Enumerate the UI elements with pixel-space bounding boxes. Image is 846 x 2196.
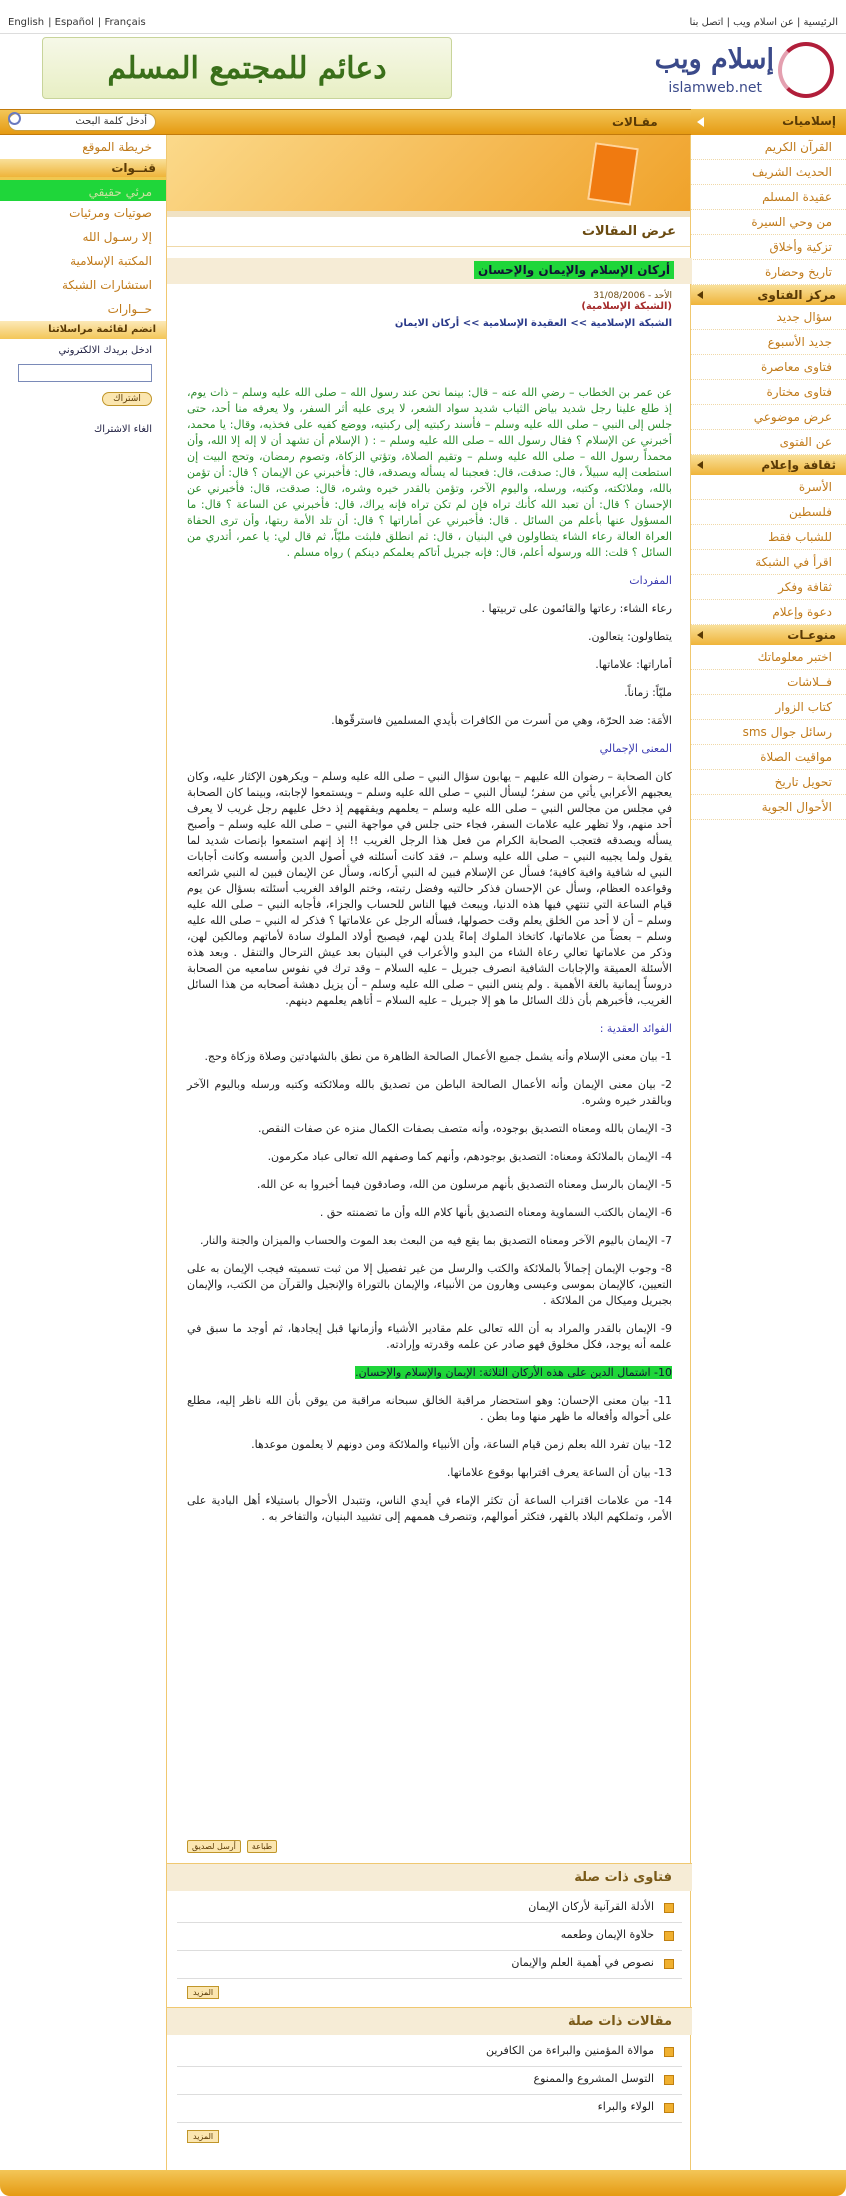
article-title: أركان الإسلام والإيمان والإحسان bbox=[474, 261, 674, 279]
related-link[interactable]: الأدلة القرآنية لأركان الإيمان bbox=[528, 1900, 654, 1913]
sidebar-head-misc[interactable] bbox=[691, 625, 846, 645]
arrow-icon bbox=[697, 631, 703, 639]
related-article-item[interactable] bbox=[177, 2067, 682, 2095]
sidebar-item[interactable]: رسائل جوال sms bbox=[691, 720, 846, 745]
meaning-paragraph: كان الصحابة – رضوان الله عليهم – يهابون سؤال النبي – صلى الله عليه وسلم – ويكرهون الإكثار عليه، وكان يعجبهم الأعرابي يأتي من سفر؛ ليسأل النبي – صلى الله عليه وسلم – ويستمعوا لإجابته، وبينما كان الصحابة في مجلس من مجالس النبي – صلى الله عليه وسلم – يعلمهم ويفقههم إذ دخل عليهم رجل غريب لا يعرف أحد منهم، ولا تظهر عليه علامات السفر، فجاء حتى جلس في مواجهة النبي – صلى الله عليه وسلم – وأصبح يسأله ويصدقه فتعجب الصحابة الكرام من فعل هذا الرجل الغريب !! إذ إنهم استمعوا بإنصات شديد لما يقول ولما يجيبه النبي – صلى الله عليه وسلم –، فقد كانت أسئلته في أصول الدين وأسسه وكانت أجابات النبي له شافية وافية كافية؛ فسأل عن الإسلام فبين له النبي أركانه، وسأل عن الإيمان فبين له النبي شرائعه وقواعده العظام، وسأل عن الإحسان فذكر حالتيه وفضل رتبته، وختم الوافد الغريب أسئلته بسؤال عن يوم قيام الساعة التي تنتهي فيها هذه الدنيا، ويبعث فيها الناس للحساب والجزاء، فأجابه النبي – صلى الله عليه وسلم – أن لا أحد من الخلق يعلم وقت حصولها، فسأله الرجل عن علاماتها ؟ فذكر له النبي – صلى الله عليه وسلم – بعضاً من علاماتها، كاتخاذ الملوك إماءً يلدن لهم، فيصبح أولاد الملوك سادة لأماتهم ومالكين لهن، وذكر من علاماتها تعالي رعاة الشاء من البدو والأعراب في البنيان بعد عيش الترحال والتنقل . وبعد هذه الأسئلة العميقة والإجابات الشافية انصرف جبريل – عليه السلام – وقد ترك في نفوس سامعيه من الصحابة دروساً إيمانية بالغة الأهمية . ولم ينس النبي – صلى الله عليه وسلم – أن يزيل دهشة أصحابه من هذا السائل الغريب، فأخبرهم بأن ذلك السائل ما هو إلا جبريل – عليه السلام – أتاهم يعلمهم دينهم. bbox=[187, 770, 672, 1007]
benefit-item: 12- بيان تفرد الله بعلم زمن قيام الساعة، وأن الأنبياء والملائكة ومن دونهم لا يعلمون موعدها. bbox=[251, 1438, 672, 1451]
benefit-item: 13- بيان أن الساعة يعرف اقترابها بوقوع علاماتها. bbox=[446, 1466, 672, 1479]
unsubscribe-link[interactable]: الغاء الاشتراك bbox=[94, 424, 152, 435]
search-icon[interactable] bbox=[8, 112, 21, 125]
related-article-item[interactable] bbox=[177, 2039, 682, 2067]
lang-french[interactable]: Français bbox=[104, 17, 146, 28]
article-source: (الشبكة الإسلامية) bbox=[581, 301, 672, 312]
sidebar-item[interactable]: فــلاشات bbox=[691, 670, 846, 695]
channel-item[interactable]: حــوارات bbox=[107, 302, 152, 316]
section-vocabulary: المفردات bbox=[629, 574, 672, 587]
benefit-item: 7- الإيمان باليوم الآخر ومعناه التصديق بما يقع فيه من البعث بعد الموت والحساب والميزان والجنة والنار. bbox=[199, 1234, 672, 1247]
channels-head: قنــوات bbox=[0, 159, 166, 177]
sidebar-item[interactable]: فتاوى مختارة bbox=[691, 380, 846, 405]
vocab-item: الأمَة: ضد الحرّة، وهي من أسرت من الكافرات بأيدي المسلمين فاسترقّوها. bbox=[331, 714, 672, 727]
logo-english: islamweb.net bbox=[668, 80, 762, 96]
mailing-list-box bbox=[0, 339, 166, 412]
sidebar-item[interactable]: الأسرة bbox=[691, 475, 846, 500]
logo-arabic: إسلام ويب bbox=[654, 44, 774, 75]
email-field[interactable] bbox=[18, 364, 152, 382]
more-articles-button[interactable]: المزيد bbox=[187, 2130, 219, 2143]
benefit-item: 6- الإيمان بالكتب السماوية ومعناه التصديق بأنها كلام الله وأن ما تضمنته حق . bbox=[319, 1206, 672, 1219]
breadcrumb[interactable]: الشبكة الإسلامية >> العقيدة الإسلامية >> أركان الايمان bbox=[394, 318, 672, 329]
benefit-item: 9- الإيمان بالقدر والمراد به أن الله تعالى علم مقادير الأشياء وأزمانها قبل إيجادها، ثم أوجد ما سبق في علمه أنه يوجد، فكل مخلوق فهو صادر عن علمه وقدرته وإرادته. bbox=[187, 1322, 672, 1351]
footer-bar bbox=[0, 2170, 846, 2196]
section-title: مقـالات bbox=[612, 115, 658, 129]
related-link[interactable]: موالاة المؤمنين والبراءة من الكافرين bbox=[486, 2044, 654, 2057]
related-link[interactable]: التوسل المشروع والممنوع bbox=[533, 2072, 654, 2085]
articles-banner bbox=[167, 135, 690, 217]
sidebar-item[interactable]: سؤال جديد bbox=[691, 305, 846, 330]
left-sidebar bbox=[0, 135, 166, 535]
home-link[interactable]: الرئيسية bbox=[803, 17, 838, 28]
mailing-list-head: انضم لقائمة مراسلاتنا bbox=[0, 321, 166, 339]
bullet-icon bbox=[664, 2075, 674, 2085]
bullet-icon bbox=[664, 1903, 674, 1913]
benefit-item: 8- وجوب الإيمان إجمالاً بالملائكة والكتب والرسل من غير تفصيل إلا من ثبت تسميته فيجب الإيمان به على التعيين، كالإيمان بموسى وعيسى وهارون من الأنبياء، والإيمان بالتوراة والإنجيل والقرآن من الكتب، والإيمان بجبريل وميكال من الملائكة . bbox=[187, 1262, 672, 1307]
section-benefits: الفوائد العقدية : bbox=[599, 1022, 672, 1035]
language-links: English | Español | Français bbox=[8, 17, 146, 28]
site-logo[interactable] bbox=[619, 42, 834, 100]
logo-mark-icon bbox=[778, 42, 834, 98]
email-label: ادخل بريدك الالكتروني bbox=[58, 345, 152, 356]
contact-link[interactable]: اتصل بنا bbox=[689, 17, 724, 28]
sidebar-item[interactable]: من وحي السيرة bbox=[691, 210, 846, 235]
article-body bbox=[187, 385, 672, 1537]
sidebar-head-label: منوعـات bbox=[787, 628, 836, 642]
sidebar-item[interactable]: تزكية وأخلاق bbox=[691, 235, 846, 260]
article-title-bar bbox=[167, 258, 692, 284]
benefit-item: 14- من علامات اقتراب الساعة أن تكثر الإماء في أيدي الناس، وتتبدل الأحوال باستيلاء أهل البادية على الأمر، وتملكهم البلاد بالقهر، فتكثر أموالهم، وتنصرف هممهم إلى تشييد البنيان، والتفاخر به . bbox=[187, 1494, 672, 1523]
sidebar-item[interactable]: عقيدة المسلم bbox=[691, 185, 846, 210]
vocab-item: مليّاً: زماناً. bbox=[624, 686, 672, 699]
benefit-item: 1- بيان معنى الإسلام وأنه يشمل جميع الأعمال الصالحة الظاهرة من نطق بالشهادتين وصلاة وزكاة وحج. bbox=[204, 1050, 672, 1063]
send-friend-button[interactable]: أرسل لصديق bbox=[187, 1840, 241, 1853]
related-fatwa-item[interactable] bbox=[177, 1951, 682, 1979]
vocab-item: رعاء الشاء: رعاتها والقائمون على تربيتها . bbox=[481, 602, 672, 615]
article-meta bbox=[581, 291, 672, 312]
sidebar-item[interactable]: فلسطين bbox=[691, 500, 846, 525]
sidebar-item[interactable]: مواقيت الصلاة bbox=[691, 745, 846, 770]
about-link[interactable]: عن اسلام ويب bbox=[733, 17, 794, 28]
channel-item[interactable]: صوتيات ومرئيات bbox=[69, 206, 152, 220]
sidebar-head-label: ثقافة وإعلام bbox=[761, 458, 836, 472]
related-link[interactable]: حلاوة الإيمان وطعمه bbox=[560, 1928, 654, 1941]
sidebar-item[interactable]: القرآن الكريم bbox=[691, 135, 846, 160]
sidebar-item[interactable]: عن الفتوى bbox=[691, 430, 846, 455]
arrow-icon bbox=[697, 461, 703, 469]
sidebar-item[interactable]: للشباب فقط bbox=[691, 525, 846, 550]
page-title: عرض المقالات bbox=[167, 217, 690, 247]
sidebar-head-label: مركز الفتاوى bbox=[757, 288, 836, 302]
site-links: الرئيسية | عن اسلام ويب | اتصل بنا bbox=[689, 17, 838, 28]
section-meaning: المعنى الإجمالي bbox=[599, 742, 672, 755]
print-button[interactable]: طباعة bbox=[247, 1840, 277, 1853]
related-fatwa-head: فتاوى ذات صلة bbox=[167, 1863, 692, 1891]
sidebar-item[interactable]: كتاب الزوار bbox=[691, 695, 846, 720]
sidebar-item[interactable]: ثقافة وفكر bbox=[691, 575, 846, 600]
benefit-item: 5- الإيمان بالرسل ومعناه التصديق بأنهم مرسلون من الله، وصادقون فيما أخبروا به عن الله. bbox=[256, 1178, 672, 1191]
related-link[interactable]: نصوص في أهمية العلم والإيمان bbox=[511, 1956, 654, 1969]
channel-item[interactable]: إلا رسـول الله bbox=[82, 230, 152, 244]
related-article-item[interactable] bbox=[177, 2095, 682, 2123]
site-map-link[interactable]: خريطة الموقع bbox=[82, 140, 152, 154]
bullet-icon bbox=[664, 2047, 674, 2057]
right-sidebar bbox=[691, 109, 846, 2029]
benefit-item: 2- بيان معنى الإيمان وأنه الأعمال الصالحة الباطن من تصديق بالله وملائكته وكتبه ورسله وباليوم الآخر وبالقدر خيره وشره. bbox=[187, 1078, 672, 1107]
sidebar-item[interactable]: تاريخ وحضارة bbox=[691, 260, 846, 285]
lang-spanish[interactable]: Español bbox=[54, 17, 94, 28]
channel-item[interactable]: المكتبة الإسلامية bbox=[70, 254, 152, 268]
channel-item[interactable]: مرئي حقيقي bbox=[0, 177, 166, 201]
top-bar bbox=[0, 0, 846, 34]
highlighted-text: 10- اشتمال الدين على هذه الأركان الثلاثة: الإيمان والإسلام والإحسان. bbox=[355, 1366, 672, 1379]
bullet-icon bbox=[664, 1931, 674, 1941]
bullet-icon bbox=[664, 1959, 674, 1969]
more-fatwa-button[interactable]: المزيد bbox=[187, 1986, 219, 1999]
sidebar-item[interactable]: دعوة وإعلام bbox=[691, 600, 846, 625]
sidebar-item[interactable]: تحويل تاريخ bbox=[691, 770, 846, 795]
lang-english[interactable]: English bbox=[8, 17, 45, 28]
sidebar-item[interactable]: جديد الأسبوع bbox=[691, 330, 846, 355]
article-actions bbox=[187, 1840, 277, 1853]
vocab-item: يتطاولون: يتعالون. bbox=[587, 630, 672, 643]
sidebar-item[interactable]: اقرأ في الشبكة bbox=[691, 550, 846, 575]
search-input[interactable]: أدخل كلمة البحث bbox=[8, 113, 156, 131]
subscribe-button[interactable]: اشتراك bbox=[102, 392, 152, 406]
channel-item[interactable]: استشارات الشبكة bbox=[62, 278, 152, 292]
arrow-icon bbox=[697, 291, 703, 299]
vocab-item: أماراتها: علاماتها. bbox=[595, 658, 672, 671]
benefit-item: 3- الإيمان بالله ومعناه التصديق بوجوده، وأنه متصف بصفات الكمال منزه عن صفات النقص. bbox=[258, 1122, 672, 1135]
hadith-text: عن عمر بن الخطاب – رضي الله عنه – قال: بينما نحن عند رسول الله – صلى الله عليه وسلم – ذات يوم، إذ طلع علينا رجل شديد بياض الثياب شديد سواد الشعر، لا يرى عليه أثر السفر، ولا يعرفه منا أحد، حتى جلس إلى النبي – صلى الله عليه وسلم – فأسند ركبتيه إلى ركبتيه، ووضع كفيه على فخذيه، وقال: يا محمد، أخبرني عن الإسلام ؟ فقال رسول الله – صلى الله عليه وسلم – : ( الإسلام أن تشهد أن لا إله إلا الله، وأن محمداً رسول الله – صلى الله عليه وسلم – وتقيم الصلاة، وتؤتي الزكاة، وتصوم رمضان، وتحج البيت إن استطعت إليه سبيلاً ، قال: صدقت، قال: فعجبنا له يسأله ويصدقه، قال: فأخبرني عن الإيمان ؟ قال: أن تؤمن بالله، وملائكته، وكتبه، ورسله، واليوم الآخر، وتؤمن بالقدر خيره وشره، قال: صدقت، قال: فأخبرني عن الإحسان ؟ قال: أن تعبد الله كأنك تراه فإن لم تكن تراه فإنه يراك، قال: فأخبرني عن الساعة ؟ قال: ما المسؤول عنها بأعلم من السائل . قال: فأخبرني عن أماراتها ؟ قال: أن تلد الأمة ربتها، وأن ترى الحفاة العراة العالة رعاء الشاء يتطاولون في البنيان ، قال: ثم انطلق فلبثت مليّاً، ثم قال لي: يا عمر، أتدري من السائل ؟ قلت: الله ورسوله أعلم، قال: فإنه جبريل أتاكم يعلمكم دينكم ) رواه مسلم . bbox=[187, 386, 672, 559]
sidebar-head-fatwa[interactable] bbox=[691, 285, 846, 305]
sidebar-head-label: إسلاميات bbox=[782, 114, 836, 128]
related-fatwa-item[interactable] bbox=[177, 1923, 682, 1951]
quill-paper-icon bbox=[587, 142, 639, 206]
related-link[interactable]: الولاء والبراء bbox=[597, 2100, 654, 2113]
sidebar-item[interactable]: عرض موضوعي bbox=[691, 405, 846, 430]
sidebar-item[interactable]: فتاوى معاصرة bbox=[691, 355, 846, 380]
bullet-icon bbox=[664, 2103, 674, 2113]
related-fatwa-item[interactable] bbox=[177, 1895, 682, 1923]
sidebar-head-culture[interactable] bbox=[691, 455, 846, 475]
slogan-banner[interactable]: دعائم للمجتمع المسلم bbox=[42, 37, 452, 99]
sidebar-item[interactable]: الحديث الشريف bbox=[691, 160, 846, 185]
header bbox=[0, 34, 846, 109]
arrow-icon bbox=[697, 117, 704, 127]
benefit-item bbox=[187, 1365, 672, 1381]
sidebar-item[interactable]: اختبر معلوماتك bbox=[691, 645, 846, 670]
related-articles-head: مقالات ذات صلة bbox=[167, 2007, 692, 2035]
main-content bbox=[166, 135, 691, 2195]
article-date: الأحد - 31/08/2006 bbox=[593, 291, 672, 301]
sidebar-head-islamiyat[interactable] bbox=[691, 109, 846, 135]
benefit-item: 11- بيان معنى الإحسان: وهو استحضار مراقبة الخالق سبحانه مراقبة من يوقن بأن الله ناظر إليه، مطلع على أحواله وأفعاله ما ظهر منها وما بطن . bbox=[187, 1394, 672, 1423]
sidebar-item[interactable]: الأحوال الجوية bbox=[691, 795, 846, 820]
benefit-item: 4- الإيمان بالملائكة ومعناه: التصديق بوجودهم، وأنهم كما وصفهم الله تعالى عباد مكرمون. bbox=[267, 1150, 672, 1163]
